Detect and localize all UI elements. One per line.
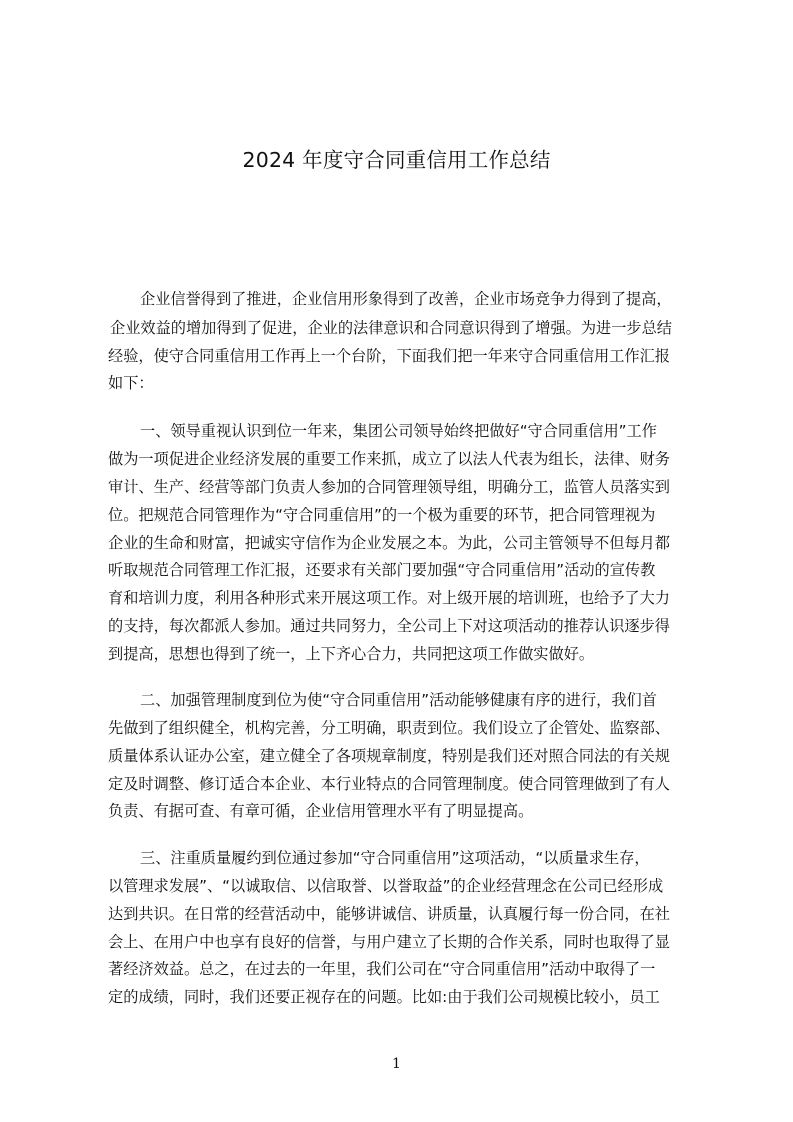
paragraph-3-line-5: 负责、有据可查、有章可循，企业信用管理水平有了明显提高。 [108, 802, 534, 820]
paragraph-2-line-1: 一、领导重视认识到位一年来，集团公司领导始终把做好“守合同重信用”工作 [140, 422, 657, 440]
paragraph-1-line-3: 经验，使守合同重信用工作再上一个台阶，下面我们把一年来守合同重信用工作汇报 [108, 347, 670, 365]
page-number: 1 [392, 1056, 401, 1072]
paragraph-2-line-3: 审计、生产、经营等部门负责人参加的合同管理领导组，明确分工，监管人员落实到 [108, 478, 670, 496]
paragraph-1-line-1: 企业信誉得到了推进，企业信用形象得到了改善，企业市场竞争力得到了提高， [140, 290, 672, 308]
paragraph-3-line-1: 二、加强管理制度到位为使“守合同重信用”活动能够健康有序的进行，我们首 [140, 691, 657, 709]
paragraph-1-line-4: 如下： [108, 374, 154, 392]
paragraph-2-line-8: 的支持，每次都派人参加。通过共同努力，全公司上下对这项活动的推荐认识逐步得 [108, 617, 670, 635]
paragraph-4-line-6: 定的成绩，同时，我们还要正视存在的问题。比如:由于我们公司规模比较小，员工 [108, 988, 660, 1006]
paragraph-3-line-3: 质量体系认证办公室，建立健全了各项规章制度，特别是我们还对照合同法的有关规 [108, 747, 670, 765]
paragraph-4-line-5: 著经济效益。总之，在过去的一年里，我们公司在“守合同重信用”活动中取得了一 [108, 960, 656, 978]
paragraph-3-line-4: 定及时调整、修订适合本企业、本行业特点的合同管理制度。使合同管理做到了有人 [108, 775, 670, 793]
paragraph-4-line-3: 达到共识。在日常的经营活动中，能够讲诚信、讲质量，认真履行每一份合同，在社 [108, 905, 670, 923]
paragraph-2-line-2: 做为一项促进企业经济发展的重要工作来抓，成立了以法人代表为组长，法律、财务 [108, 450, 670, 468]
paragraph-2-line-7: 育和培训力度，利用各种形式来开展这项工作。对上级开展的培训班，也给予了大力 [108, 589, 670, 607]
paragraph-1-line-2: 企业效益的增加得到了促进，企业的法律意识和合同意识得到了增强。为进一步总结 [110, 319, 672, 337]
document-title: 2024 年度守合同重信用工作总结 [242, 148, 551, 172]
paragraph-4-line-4: 会上、在用户中也享有良好的信誉，与用户建立了长期的合作关系，同时也取得了显 [108, 933, 670, 951]
paragraph-3-line-2: 先做到了组织健全，机构完善，分工明确，职责到位。我们设立了企管处、监察部、 [108, 719, 670, 737]
paragraph-2-line-5: 企业的生命和财富，把诚实守信作为企业发展之本。为此，公司主管领导不但每月都 [108, 534, 670, 552]
paragraph-4-line-1: 三、注重质量履约到位通过参加“守合同重信用”这项活动，“以质量求生存， [140, 849, 650, 867]
paragraph-4-line-2: 以管理求发展”、“以诚取信、以信取誉、以誉取益”的企业经营理念在公司已经形成 [108, 877, 664, 895]
paragraph-2-line-4: 位。把规范合同管理作为“守合同重信用”的一个极为重要的环节，把合同管理视为 [108, 506, 656, 524]
paragraph-2-line-6: 听取规范合同管理工作汇报，还要求有关部门要加强“守合同重信用”活动的宣传教 [108, 561, 656, 579]
paragraph-2-line-9: 到提高，思想也得到了统一，上下齐心合力，共同把这项工作做实做好。 [108, 645, 594, 663]
